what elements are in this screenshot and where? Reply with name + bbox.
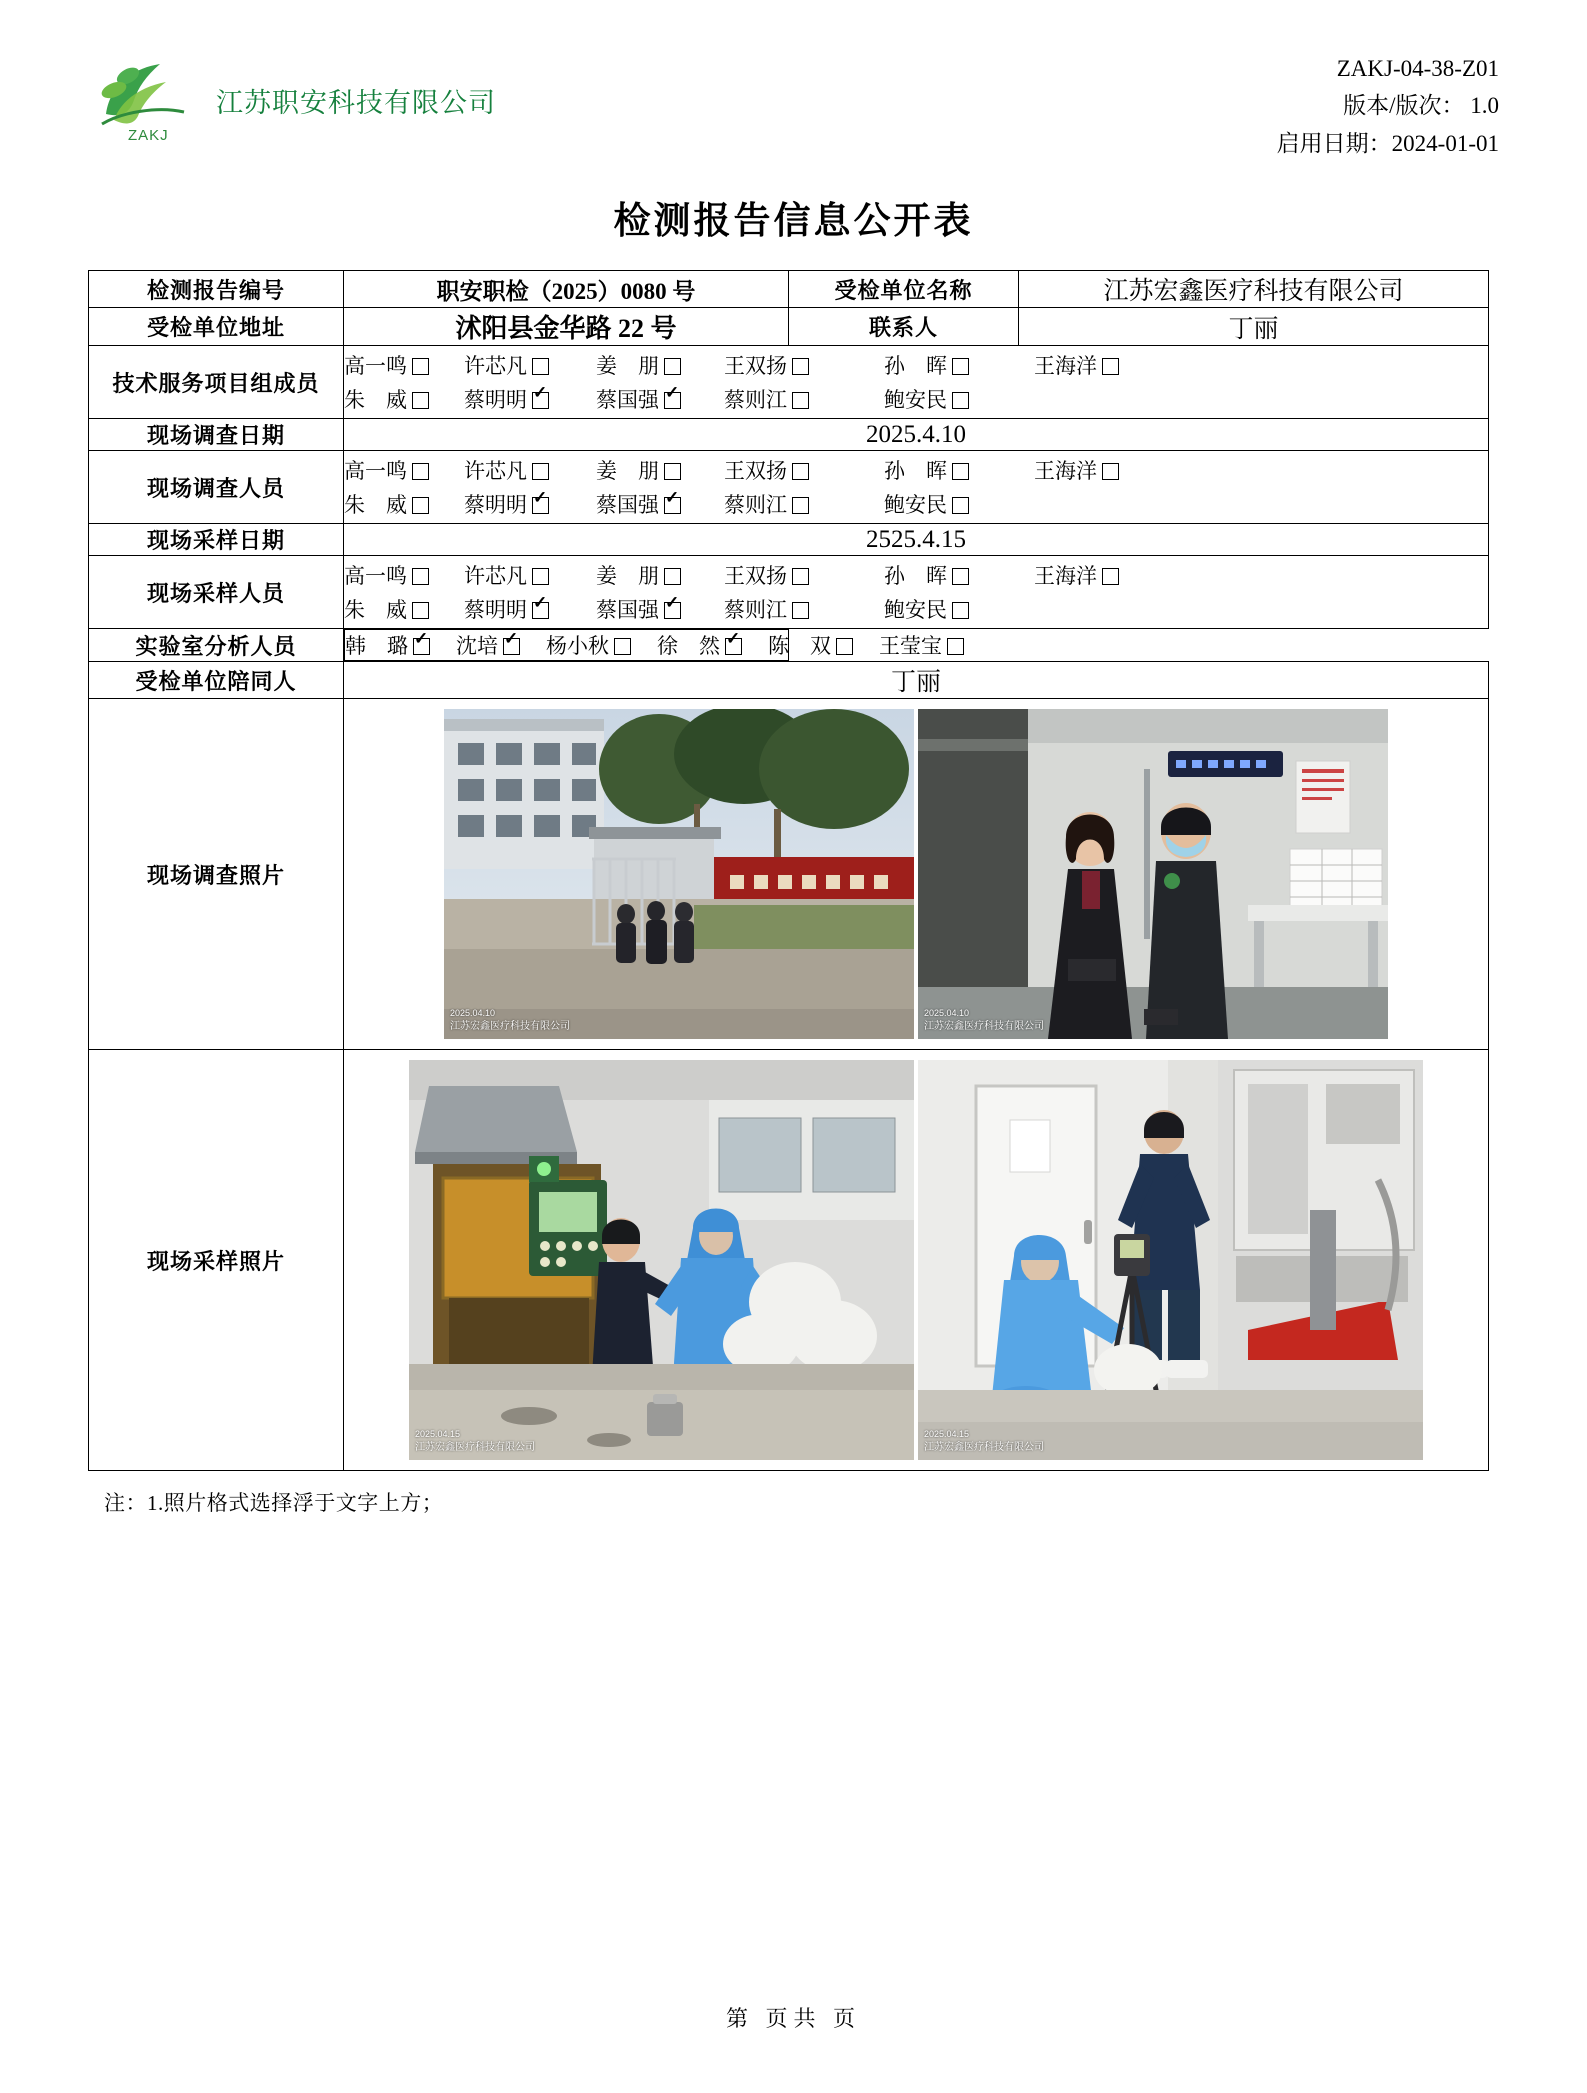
checkbox-item[interactable]	[464, 384, 596, 414]
table-row	[89, 1050, 1489, 1471]
lab-people-group[interactable]	[344, 629, 942, 661]
checkbox-item[interactable]	[596, 455, 724, 485]
checkbox[interactable]	[532, 392, 549, 409]
checkbox-item[interactable]	[596, 560, 724, 590]
checkbox[interactable]	[412, 463, 429, 480]
sampling-people-row-2	[344, 594, 1488, 624]
checkbox-item[interactable]	[464, 489, 596, 519]
checkbox[interactable]	[952, 602, 969, 619]
person-name: 孙 晖	[884, 354, 947, 378]
contact-label: 联系人	[789, 308, 1019, 346]
sampling-people-group[interactable]	[344, 556, 1489, 629]
contact-value: 丁丽	[1019, 308, 1489, 346]
checkbox[interactable]	[664, 497, 681, 514]
checkbox-item[interactable]	[344, 489, 464, 519]
photo-watermark	[924, 1007, 1044, 1033]
sampling-people-label: 现场采样人员	[89, 556, 344, 629]
checkbox[interactable]	[532, 358, 549, 375]
table-row	[89, 556, 1489, 629]
table-row	[89, 699, 1489, 1050]
checkbox[interactable]	[952, 463, 969, 480]
checkbox[interactable]	[532, 602, 549, 619]
person-name: 许芯凡	[464, 354, 527, 378]
person-name: 鲍安民	[884, 598, 947, 622]
person-name: 蔡则江	[724, 598, 787, 622]
person-name: 沈培	[456, 634, 498, 658]
photo-company: 江苏宏鑫医疗科技有限公司	[924, 1020, 1044, 1032]
checkbox-item[interactable]	[344, 384, 464, 414]
checkbox-item[interactable]	[1034, 455, 1119, 485]
info-table	[88, 270, 1489, 1471]
person-name: 朱 威	[344, 598, 407, 622]
person-name: 鲍安民	[884, 493, 947, 517]
sampling-photo-cell	[344, 1050, 1489, 1471]
checkbox-item[interactable]	[884, 594, 969, 624]
sampling-date-value: 2525.4.15	[344, 524, 1489, 556]
person-name: 高一鸣	[344, 354, 407, 378]
escort-label: 受检单位陪同人	[89, 662, 344, 699]
checkbox-item[interactable]	[724, 594, 884, 624]
sampling-noise-photo	[918, 1060, 1423, 1460]
checkbox-item[interactable]	[657, 630, 742, 660]
survey-people-group[interactable]	[344, 451, 1489, 524]
photo-company: 江苏宏鑫医疗科技有限公司	[415, 1441, 535, 1453]
person-name: 高一鸣	[344, 459, 407, 483]
person-name: 蔡则江	[724, 493, 787, 517]
checkbox[interactable]	[1102, 358, 1119, 375]
survey-people-row-2	[344, 489, 1488, 519]
brand-block	[88, 40, 496, 146]
person-name: 徐 然	[657, 634, 720, 658]
svg-text:ZAKJ: ZAKJ	[128, 127, 169, 144]
lab-people-label: 实验室分析人员	[89, 629, 344, 662]
client-address-label: 受检单位地址	[89, 308, 344, 346]
person-name: 姜 朋	[596, 564, 659, 588]
client-name-label: 受检单位名称	[789, 271, 1019, 308]
checkbox-item[interactable]	[464, 455, 596, 485]
checkbox[interactable]	[836, 638, 853, 655]
table-row	[89, 662, 1489, 699]
doc-number: ZAKJ-04-38-Z01	[1336, 56, 1499, 81]
table-row	[89, 419, 1489, 451]
table-row	[89, 271, 1489, 308]
person-name: 朱 威	[344, 493, 407, 517]
person-name: 朱 威	[344, 388, 407, 412]
photo-company: 江苏宏鑫医疗科技有限公司	[924, 1441, 1044, 1453]
table-row	[89, 308, 1489, 346]
person-name: 王双扬	[724, 459, 787, 483]
document-header	[88, 40, 1499, 160]
person-name: 王双扬	[724, 564, 787, 588]
checkbox[interactable]	[725, 638, 742, 655]
person-name: 王莹宝	[879, 634, 942, 658]
survey-date-label: 现场调查日期	[89, 419, 344, 451]
person-name: 高一鸣	[344, 564, 407, 588]
checkbox[interactable]	[412, 497, 429, 514]
checkbox-item[interactable]	[884, 350, 1034, 380]
checkbox-item[interactable]	[596, 350, 724, 380]
checkbox[interactable]	[664, 463, 681, 480]
checkbox-item[interactable]	[344, 594, 464, 624]
checkbox[interactable]	[532, 463, 549, 480]
person-name: 韩 璐	[345, 634, 408, 658]
person-name: 王海洋	[1034, 564, 1097, 588]
checkbox[interactable]	[952, 392, 969, 409]
checkbox-item[interactable]	[456, 630, 520, 660]
sampling-machine-photo	[409, 1060, 914, 1460]
checkbox-item[interactable]	[464, 350, 596, 380]
checkbox-item[interactable]	[344, 560, 464, 590]
person-name: 蔡明明	[464, 493, 527, 517]
survey-people-row-1	[344, 455, 1488, 485]
checkbox-item[interactable]	[1034, 350, 1119, 380]
checkbox[interactable]	[952, 568, 969, 585]
person-name: 姜 朋	[596, 459, 659, 483]
checkbox[interactable]	[503, 638, 520, 655]
doc-effective-date: 启用日期：2024-01-01	[1276, 130, 1499, 156]
person-name: 王海洋	[1034, 459, 1097, 483]
checkbox-item[interactable]	[1034, 560, 1119, 590]
factory-gate-photo	[444, 709, 914, 1039]
person-name: 陈 双	[768, 634, 831, 658]
checkbox[interactable]	[412, 392, 429, 409]
checkbox-item[interactable]	[596, 384, 724, 414]
table-row	[89, 524, 1489, 556]
team-members-row-1	[344, 350, 1488, 380]
sampling-people-row-1	[344, 560, 1488, 590]
checkbox-item[interactable]	[879, 630, 964, 660]
checkbox-item[interactable]	[345, 630, 430, 660]
checkbox[interactable]	[1102, 568, 1119, 585]
document-meta	[1277, 40, 1499, 162]
person-name: 王双扬	[724, 354, 787, 378]
checkbox[interactable]	[412, 568, 429, 585]
company-name: 江苏职安科技有限公司	[216, 87, 496, 118]
checkbox-item[interactable]	[344, 455, 464, 485]
checkbox[interactable]	[952, 497, 969, 514]
checkbox[interactable]	[952, 358, 969, 375]
team-members-group[interactable]	[344, 346, 1489, 419]
checkbox[interactable]	[792, 392, 809, 409]
team-members-row-2	[344, 384, 1488, 414]
checkbox[interactable]	[792, 463, 809, 480]
photo-watermark	[415, 1428, 535, 1454]
person-name: 孙 晖	[884, 459, 947, 483]
person-name: 蔡则江	[724, 388, 787, 412]
person-name: 王海洋	[1034, 354, 1097, 378]
checkbox[interactable]	[792, 602, 809, 619]
checkbox-item[interactable]	[884, 384, 969, 414]
survey-photo-cell	[344, 699, 1489, 1050]
checkbox[interactable]	[792, 497, 809, 514]
table-row	[89, 451, 1489, 524]
photo-date: 2025.04.15	[924, 1429, 970, 1440]
person-name: 鲍安民	[884, 388, 947, 412]
person-name: 姜 朋	[596, 354, 659, 378]
checkbox[interactable]	[664, 358, 681, 375]
survey-people-label: 现场调查人员	[89, 451, 344, 524]
doc-version: 版本/版次： 1.0	[1343, 93, 1499, 119]
escort-value: 丁丽	[344, 662, 1489, 699]
checkbox[interactable]	[664, 568, 681, 585]
client-name-value: 江苏宏鑫医疗科技有限公司	[1019, 271, 1489, 308]
team-label: 技术服务项目组成员	[89, 346, 344, 419]
checkbox[interactable]	[792, 358, 809, 375]
photo-date: 2025.04.15	[415, 1429, 461, 1440]
checkbox[interactable]	[532, 497, 549, 514]
photo-date: 2025.04.10	[450, 1008, 496, 1019]
person-name: 许芯凡	[464, 564, 527, 588]
checkbox[interactable]	[412, 602, 429, 619]
photo-company: 江苏宏鑫医疗科技有限公司	[450, 1020, 570, 1032]
report-no-value: 职安职检（2025）0080 号	[344, 271, 789, 308]
checkbox-item[interactable]	[724, 560, 884, 590]
sampling-date-label: 现场采样日期	[89, 524, 344, 556]
checkbox-item[interactable]	[768, 630, 853, 660]
checkbox-item[interactable]	[344, 350, 464, 380]
person-name: 孙 晖	[884, 564, 947, 588]
company-logo-icon	[88, 54, 198, 146]
person-name: 蔡明明	[464, 598, 527, 622]
checkbox-item[interactable]	[596, 489, 724, 519]
table-row	[89, 629, 1489, 662]
checkbox[interactable]	[413, 638, 430, 655]
checkbox[interactable]	[412, 358, 429, 375]
checkbox-item[interactable]	[724, 455, 884, 485]
workshop-interview-photo	[918, 709, 1388, 1039]
photo-watermark	[924, 1428, 1044, 1454]
checkbox[interactable]	[664, 392, 681, 409]
checkbox-item[interactable]	[724, 384, 884, 414]
note-text: 注：1.照片格式选择浮于文字上方；	[104, 1491, 444, 1515]
page-footer: 第 页共 页	[725, 2006, 861, 2031]
checkbox[interactable]	[532, 568, 549, 585]
person-name: 蔡国强	[596, 493, 659, 517]
client-address-value: 沭阳县金华路 22 号	[344, 308, 789, 346]
checkbox[interactable]	[947, 638, 964, 655]
checkbox[interactable]	[614, 638, 631, 655]
checkbox-item[interactable]	[884, 560, 1034, 590]
checkbox[interactable]	[1102, 463, 1119, 480]
table-row	[89, 346, 1489, 419]
checkbox-item[interactable]	[546, 630, 631, 660]
photo-watermark	[450, 1007, 570, 1033]
person-name: 蔡明明	[464, 388, 527, 412]
checkbox-item[interactable]	[596, 594, 724, 624]
checkbox-item[interactable]	[464, 594, 596, 624]
photo-date: 2025.04.10	[924, 1008, 970, 1019]
sampling-photo-label: 现场采样照片	[89, 1050, 344, 1471]
person-name: 杨小秋	[546, 634, 609, 658]
checkbox-item[interactable]	[884, 455, 1034, 485]
survey-date-value: 2025.4.10	[344, 419, 1489, 451]
person-name: 许芯凡	[464, 459, 527, 483]
checkbox-item[interactable]	[464, 560, 596, 590]
checkbox[interactable]	[792, 568, 809, 585]
person-name: 蔡国强	[596, 388, 659, 412]
survey-photo-label: 现场调查照片	[89, 699, 344, 1050]
page-title: 检测报告信息公开表	[613, 201, 974, 242]
checkbox-item[interactable]	[724, 350, 884, 380]
checkbox-item[interactable]	[724, 489, 884, 519]
checkbox[interactable]	[664, 602, 681, 619]
person-name: 蔡国强	[596, 598, 659, 622]
checkbox-item[interactable]	[884, 489, 969, 519]
report-no-label: 检测报告编号	[89, 271, 344, 308]
